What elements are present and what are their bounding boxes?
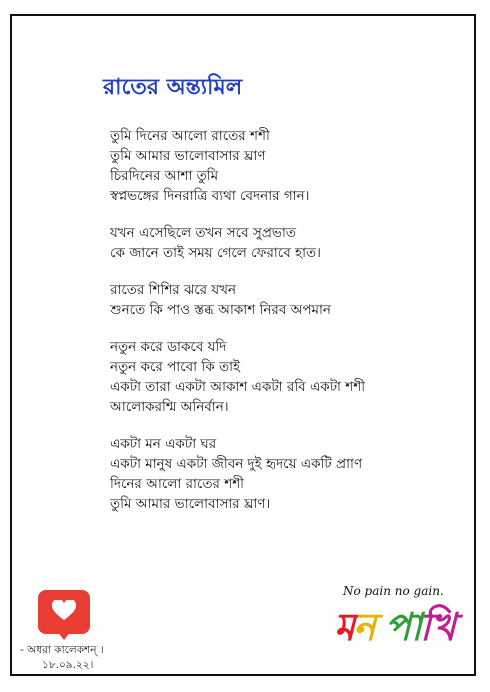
brand-letter: ম (334, 605, 354, 649)
poem-line: কে জানে তাই সময় গেলে ফেরাবে হাত। (110, 245, 321, 261)
credit (20, 643, 104, 673)
poem-line: নতুন করে ডাকবে যদি (110, 339, 227, 355)
poem-line: একটা মন একটা ঘর (110, 436, 217, 452)
stanza (110, 280, 460, 320)
stanza (110, 434, 460, 514)
poem-line: দিনের আলো রাতের শশী (110, 476, 245, 492)
brand-letter: পা (385, 605, 420, 649)
poem-line: একটা মানুষ একটা জীবন দুই হৃদয়ে একটি প্রাাণ (110, 456, 363, 472)
poem-line: নতুন করে পাবো কি তাই (110, 359, 241, 375)
credit-author: - অধরা কালেকশন্ । (20, 644, 104, 656)
brand-letter: ন (353, 605, 374, 649)
like-badge-tail (56, 630, 72, 640)
poem-line: আলোকরশ্মি অনির্বান। (110, 399, 229, 415)
stanza (110, 223, 460, 263)
brand-slogan: No pain no gain. (343, 584, 444, 598)
poem-line: শুনতে কি পাও স্তব্ধ আকাশ নিরব অপমান (110, 302, 331, 318)
brand-logo (334, 598, 454, 662)
poem-line: তুমি আমার ভালোবাসার ঘ্রাণ। (110, 496, 271, 512)
like-badge[interactable] (38, 590, 90, 634)
poem-line: স্বপ্নভঙ্গের দিনরাত্রি ব্যথা বেদনার গান। (110, 188, 310, 204)
stanza (110, 126, 460, 206)
poem-line: একটা তারা একটা আকাশ একটা রবি একটা শশী (110, 379, 366, 395)
brand-letter: খি (419, 605, 454, 649)
poem-line: চিরদিনের আশা তুমি (110, 168, 219, 184)
poem-line: তুমি দিনের আলো রাতের শশী (110, 128, 270, 144)
credit-date: ১৮.০৯.২২। (42, 659, 94, 671)
poem-line: যখন এসেছিলে তখন সবে সুপ্রভাত (110, 225, 297, 241)
stanza (110, 337, 460, 417)
poem-line: তুমি আমার ভালোবাসার ঘ্রাণ (110, 148, 266, 164)
poem-title: রাতের অন্ত্যমিল (103, 74, 243, 100)
brand-letter (374, 605, 385, 649)
heart-icon (52, 600, 76, 622)
poem-body (110, 126, 460, 531)
poem-line: রাতের শিশির ঝরে যখন (110, 282, 237, 298)
